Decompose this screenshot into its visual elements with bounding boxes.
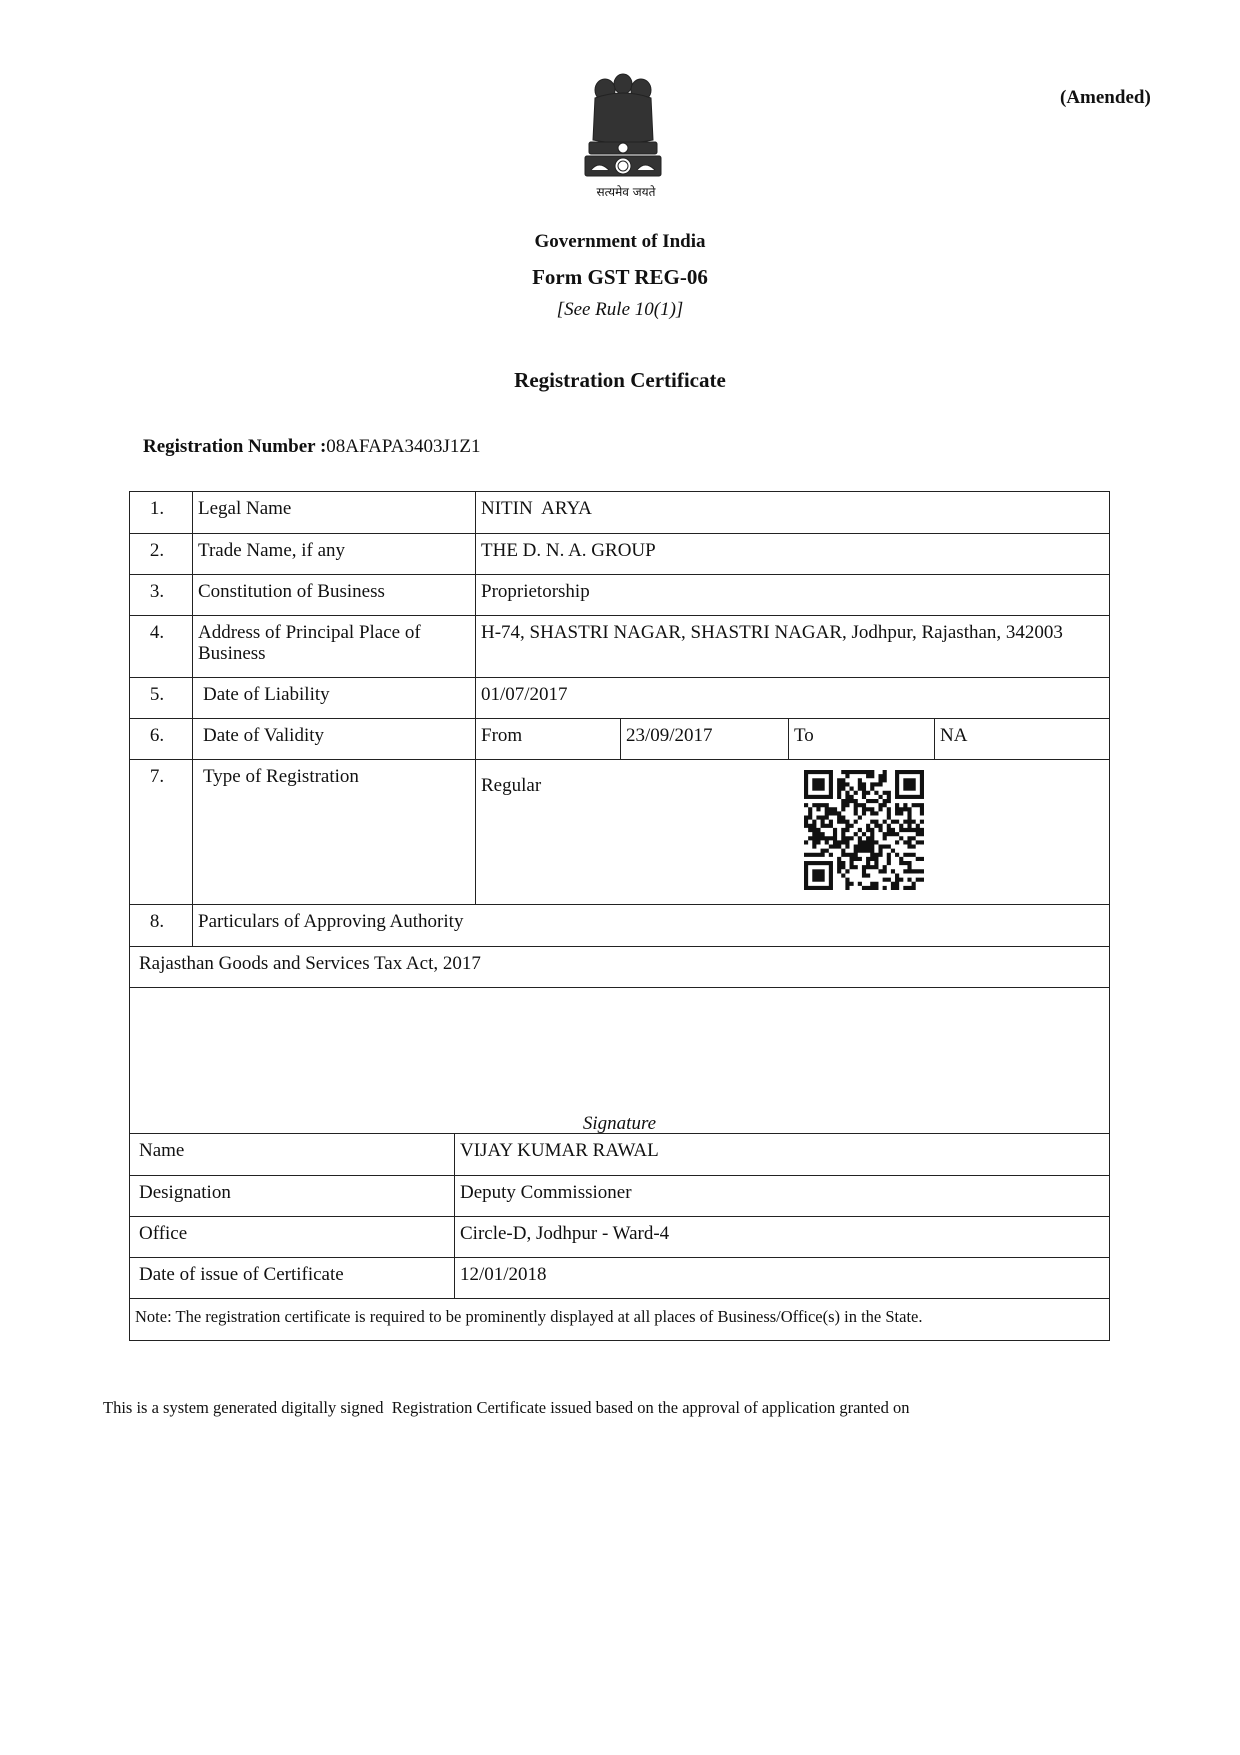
row-number: 8. [130, 905, 193, 947]
registration-number-value: 08AFAPA3403J1Z1 [326, 436, 481, 457]
row-label: Date of Validity [193, 719, 476, 760]
form-title: Form GST REG-06 [532, 265, 708, 289]
authority-label: Name [130, 1134, 455, 1176]
row-number: 3. [130, 575, 193, 616]
registration-type-cell [476, 760, 1110, 905]
row-label: Address of Principal Place of Business [193, 616, 476, 678]
approving-authority-label: Particulars of Approving Authority [193, 905, 1110, 947]
registration-number [143, 436, 480, 458]
row-number: 7. [130, 760, 193, 905]
validity-to-label: To [789, 719, 935, 760]
row-number: 5. [130, 678, 193, 719]
legal-name-value: NITIN ARYA [476, 492, 1110, 534]
officer-name-value: VIJAY KUMAR RAWAL [455, 1134, 1110, 1176]
signature-area [130, 988, 1110, 1134]
note-row [130, 1299, 1110, 1341]
footer-statement: This is a system generated digitally signed Registration Certificate issued based on the approval of application granted on [103, 1398, 910, 1417]
details-row [130, 492, 1110, 534]
details-row [130, 575, 1110, 616]
registration-type-row [130, 760, 1110, 905]
validity-to-value: NA [935, 719, 1110, 760]
signature-row [130, 988, 1110, 1134]
row-label: Type of Registration [193, 760, 476, 905]
government-heading: Government of India [534, 231, 706, 252]
registration-type-value: Regular [481, 775, 542, 796]
row-label: Trade Name, if any [193, 534, 476, 575]
row-number: 4. [130, 616, 193, 678]
details-table [129, 491, 1110, 947]
row-label: Date of Liability [193, 678, 476, 719]
trade-name-value: THE D. N. A. GROUP [476, 534, 1110, 575]
signature-label: Signature [582, 1113, 657, 1135]
designation-value: Deputy Commissioner [455, 1176, 1110, 1217]
details-row [130, 616, 1110, 678]
rule-reference: [See Rule 10(1)] [556, 299, 684, 320]
validity-row [130, 719, 1110, 760]
authority-label: Designation [130, 1176, 455, 1217]
constitution-value: Proprietorship [476, 575, 1110, 616]
row-label: Constitution of Business [193, 575, 476, 616]
liability-date-value: 01/07/2017 [476, 678, 1110, 719]
row-number: 1. [130, 492, 193, 534]
authority-label: Date of issue of Certificate [130, 1258, 455, 1299]
national-emblem-icon [575, 70, 671, 195]
certificate-title: Registration Certificate [514, 368, 726, 392]
row-label: Legal Name [193, 492, 476, 534]
details-row [130, 678, 1110, 719]
validity-from-value: 23/09/2017 [621, 719, 789, 760]
authority-label: Office [130, 1217, 455, 1258]
act-row [130, 947, 1110, 988]
emblem-motto: सत्यमेव जयते [596, 185, 656, 199]
display-note: Note: The registration certificate is required to be prominently displayed at all places of Business/Office(s) in the State. [130, 1299, 1110, 1341]
validity-from-label: From [476, 719, 621, 760]
details-row [130, 534, 1110, 575]
approving-authority-row [130, 905, 1110, 947]
office-value: Circle-D, Jodhpur - Ward-4 [455, 1217, 1110, 1258]
authority-row [130, 1176, 1110, 1217]
address-value: H-74, SHASTRI NAGAR, SHASTRI NAGAR, Jodhpur, Rajasthan, 342003 [476, 616, 1110, 678]
authority-table [129, 946, 1110, 1341]
row-number: 2. [130, 534, 193, 575]
authority-row [130, 1258, 1110, 1299]
issue-date-value: 12/01/2018 [455, 1258, 1110, 1299]
qr-code-icon [804, 770, 924, 890]
authority-row [130, 1217, 1110, 1258]
registration-number-label: Registration Number : [143, 436, 327, 457]
act-name: Rajasthan Goods and Services Tax Act, 2017 [130, 947, 1110, 988]
row-number: 6. [130, 719, 193, 760]
authority-row [130, 1134, 1110, 1176]
amended-label: (Amended) [1060, 87, 1151, 108]
